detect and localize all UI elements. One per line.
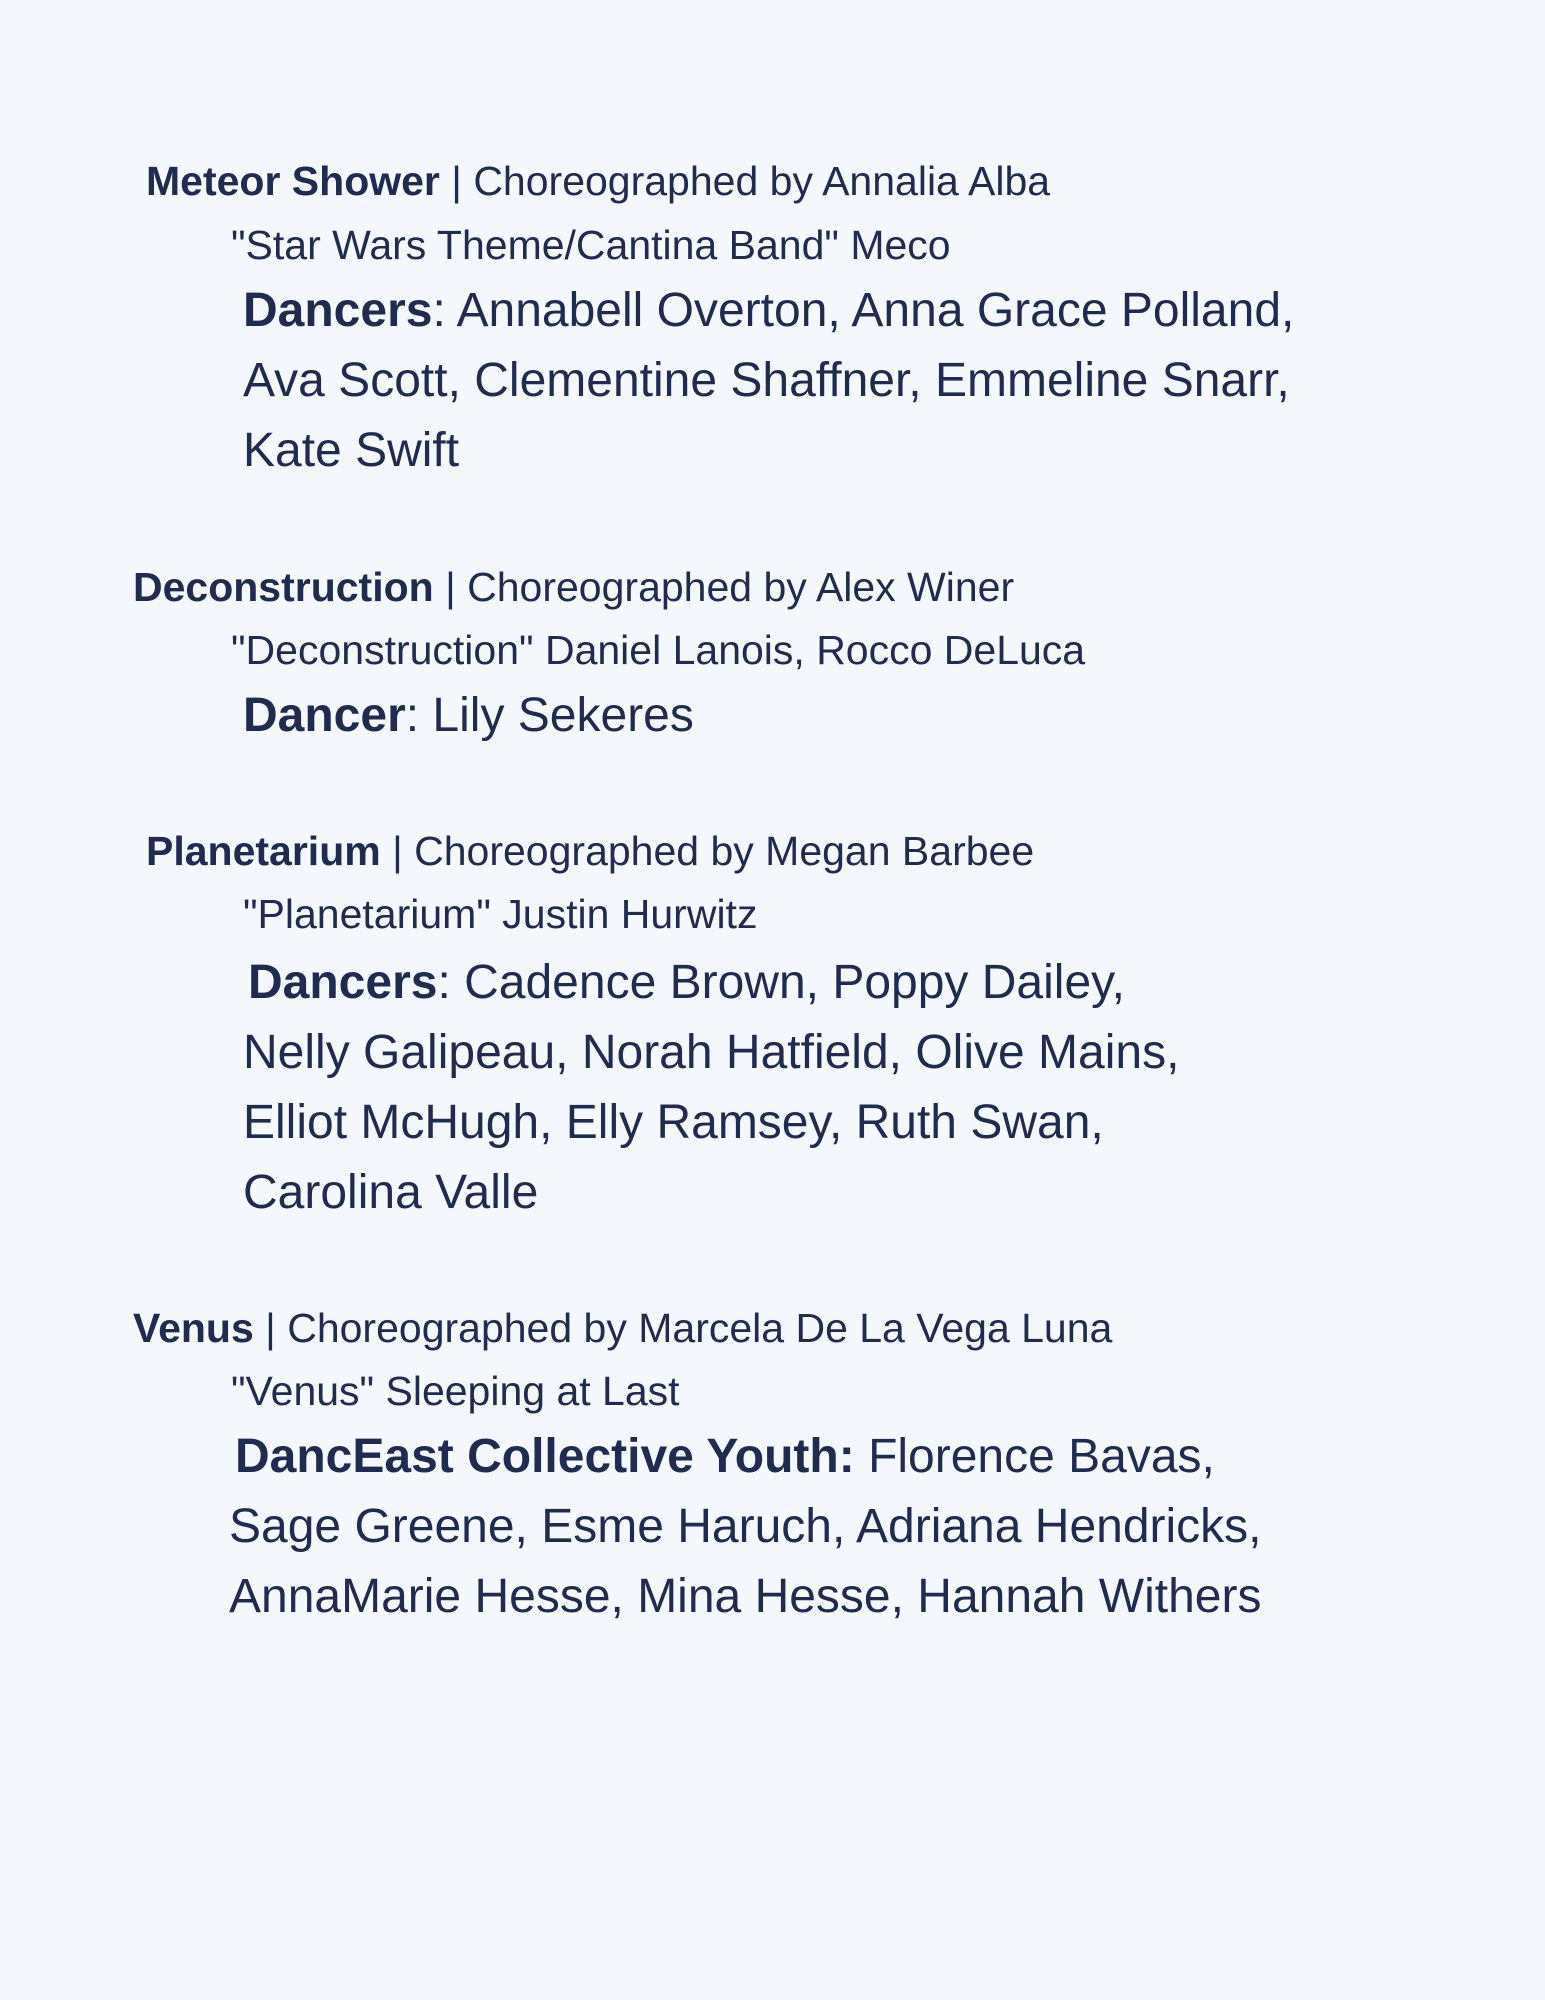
piece-title: Planetarium <box>146 828 381 874</box>
separator: | <box>380 828 415 874</box>
dancer-names: Elliot McHugh, Elly Ramsey, Ruth Swan, <box>243 1096 1104 1149</box>
piece-title: Deconstruction <box>133 564 434 610</box>
dancers-label: Dancer <box>243 689 406 742</box>
choreographer: Choreographed by Annalia Alba <box>473 158 1051 204</box>
dancer-names: Florence Bavas, <box>868 1430 1215 1483</box>
dancers-line <box>243 283 1294 338</box>
dancers-line <box>243 688 694 743</box>
dancer-names: Sage Greene, Esme Haruch, Adriana Hendricks, <box>229 1500 1262 1553</box>
piece-heading <box>146 828 1034 875</box>
dancer-names: Annabell Overton, Anna Grace Polland, <box>456 284 1295 337</box>
music-credit: "Planetarium" Justin Hurwitz <box>243 891 758 937</box>
dancer-names: Carolina Valle <box>243 1166 539 1219</box>
piece-heading <box>146 158 1050 205</box>
dancers-label: Dancers <box>248 956 438 1009</box>
dancers-line <box>248 955 1125 1010</box>
dancer-names: Cadence Brown, Poppy Dailey, <box>464 956 1125 1009</box>
dancers-line <box>235 1429 1215 1484</box>
dancer-names: Ava Scott, Clementine Shaffner, Emmeline Snarr, <box>243 354 1290 407</box>
dancers-label: DancEast Collective Youth: <box>235 1430 855 1483</box>
separator: | <box>253 1305 288 1351</box>
dancers-separator <box>855 1430 868 1483</box>
piece-title: Meteor Shower <box>146 158 440 204</box>
dancers-separator: : <box>432 284 457 337</box>
dancer-names: Lily Sekeres <box>432 689 694 742</box>
music-credit: "Star Wars Theme/Cantina Band" Meco <box>231 222 951 268</box>
dancer-names: Nelly Galipeau, Norah Hatfield, Olive Mains, <box>243 1026 1180 1079</box>
piece-heading <box>133 564 1014 611</box>
music-credit: "Venus" Sleeping at Last <box>231 1368 680 1414</box>
music-credit: "Deconstruction" Daniel Lanois, Rocco DeLuca <box>231 627 1086 673</box>
separator: | <box>433 564 468 610</box>
dancers-separator: : <box>405 689 433 742</box>
choreographer: Choreographed by Marcela De La Vega Luna <box>287 1305 1113 1351</box>
separator: | <box>439 158 474 204</box>
piece-heading <box>133 1305 1112 1352</box>
dancer-names: Kate Swift <box>243 424 460 477</box>
piece-title: Venus <box>133 1305 254 1351</box>
choreographer: Choreographed by Alex Winer <box>467 564 1015 610</box>
choreographer: Choreographed by Megan Barbee <box>414 828 1035 874</box>
dancers-separator: : <box>437 956 465 1009</box>
dancers-label: Dancers <box>243 284 433 337</box>
dancer-names: AnnaMarie Hesse, Mina Hesse, Hannah Withers <box>229 1570 1262 1623</box>
